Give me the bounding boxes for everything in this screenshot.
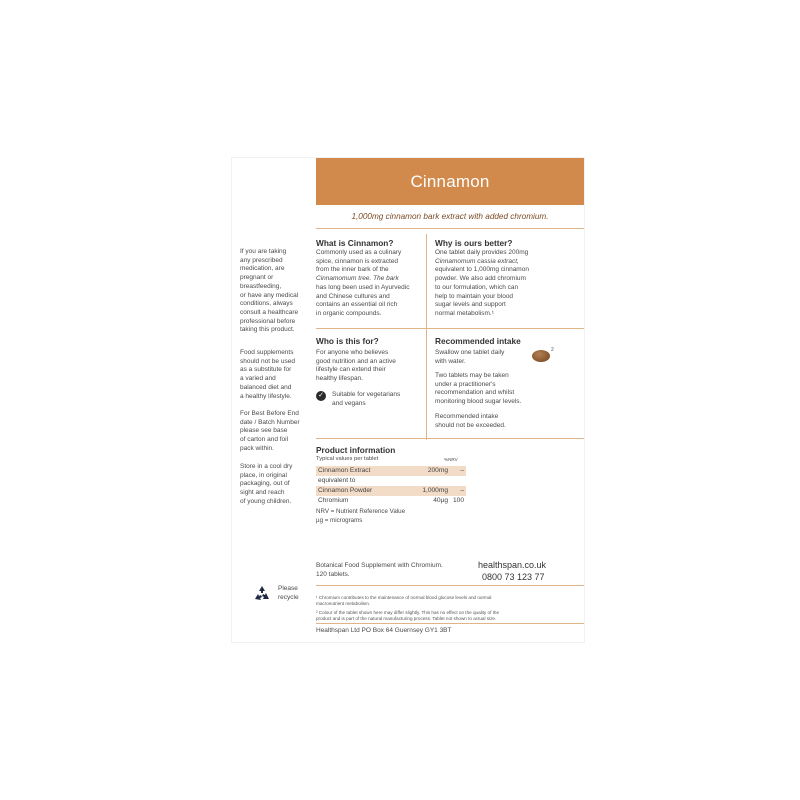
text-line: professional before bbox=[240, 317, 296, 325]
text-line: recommendation and whilst bbox=[435, 389, 515, 397]
text-line: Cinnamomum tree. The bark bbox=[316, 275, 399, 283]
text-line: under a practitioner's bbox=[435, 380, 496, 388]
footnote-1 bbox=[316, 595, 584, 607]
text-line: taking this product. bbox=[240, 326, 295, 334]
divider bbox=[316, 438, 584, 439]
product-info-title: Product information bbox=[316, 445, 396, 455]
product-info-subtitle: Typical values per tablet bbox=[316, 456, 379, 462]
table-row bbox=[316, 496, 466, 506]
row-nrv: – bbox=[460, 467, 464, 474]
footnote-marker: 2 bbox=[551, 347, 554, 353]
supplement-pack bbox=[232, 158, 584, 642]
row-amount: 200mg bbox=[427, 467, 448, 474]
divider bbox=[316, 623, 584, 624]
who-title: Who is this for? bbox=[316, 336, 379, 346]
text-line: and vegans bbox=[332, 399, 366, 407]
text-line: Swallow one tablet daily bbox=[435, 349, 505, 356]
text-line: breastfeeding, bbox=[240, 282, 282, 290]
what-text bbox=[316, 249, 422, 319]
text-line: Two tablets may be taken bbox=[435, 372, 509, 379]
text-line: please see base bbox=[240, 427, 288, 435]
row-amount: 1,000mg bbox=[422, 487, 448, 494]
text-line: sugar levels and support bbox=[435, 301, 506, 309]
divider bbox=[316, 228, 584, 229]
row-name: Cinnamon Powder bbox=[318, 487, 373, 494]
text-line: has long been used in Ayurvedic bbox=[316, 283, 410, 291]
text-line: with water. bbox=[435, 357, 466, 365]
text-line: should not be used bbox=[240, 357, 295, 365]
text-line: Recommended intake bbox=[435, 413, 499, 420]
text-line: µg = micrograms bbox=[316, 516, 363, 524]
vegan-text bbox=[332, 391, 422, 408]
recycle-icon bbox=[252, 584, 272, 604]
recycle-text bbox=[278, 585, 299, 602]
text-line: powder. We also add chromium bbox=[435, 275, 526, 283]
text-line: balanced diet and bbox=[240, 383, 292, 391]
text-line: If you are taking bbox=[240, 248, 287, 255]
side-warning-text bbox=[240, 248, 312, 335]
text-line: One tablet daily provides 200mg bbox=[435, 249, 529, 256]
intake-text-3 bbox=[435, 413, 581, 430]
text-line: place, in original bbox=[240, 471, 287, 479]
phone-number: 0800 73 123 77 bbox=[482, 572, 545, 582]
text-line: packaging, out of bbox=[240, 480, 290, 488]
text-line: a healthy lifestyle. bbox=[240, 392, 292, 400]
text-line: ² Colour of the tablet shown here may differ slightly. This has no effect on the quality of the bbox=[316, 610, 500, 615]
why-text bbox=[435, 249, 581, 319]
row-name: Cinnamon Extract bbox=[318, 467, 371, 474]
text-line: contains an essential oil rich bbox=[316, 301, 398, 309]
text-line: Cinnamomum cassia extract, bbox=[435, 257, 519, 265]
text-line: Suitable for vegetarians bbox=[332, 391, 401, 398]
divider bbox=[426, 234, 427, 440]
text-line: For Best Before End bbox=[240, 410, 299, 417]
text-line: and Chinese cultures and bbox=[316, 292, 390, 300]
text-line: should not be exceeded. bbox=[435, 421, 506, 429]
table-row bbox=[316, 486, 466, 496]
text-line: pack within. bbox=[240, 444, 274, 452]
text-line: a varied and bbox=[240, 375, 276, 383]
row-nrv: – bbox=[460, 487, 464, 494]
text-line: equivalent to 1,000mg cinnamon bbox=[435, 266, 529, 274]
divider bbox=[316, 328, 584, 329]
row-nrv: 100 bbox=[452, 497, 464, 504]
text-line: of carton and foil bbox=[240, 436, 289, 444]
product-title: Cinnamon bbox=[410, 171, 490, 191]
text-line: consult a healthcare bbox=[240, 308, 299, 316]
tablet-image bbox=[532, 350, 550, 362]
nrv-notes bbox=[316, 508, 405, 525]
row-name: equivalent to bbox=[318, 477, 356, 484]
text-line: ¹ Chromium contributes to the maintenance of normal blood glucose levels and normal bbox=[316, 595, 492, 600]
website-link[interactable]: healthspan.co.uk bbox=[478, 560, 547, 570]
divider bbox=[316, 585, 584, 586]
table-row bbox=[316, 476, 466, 486]
check-icon: ✓ bbox=[316, 391, 326, 401]
text-line: normal metabolism.¹ bbox=[435, 309, 494, 317]
text-line: lifestyle can extend their bbox=[316, 366, 386, 374]
text-line: healthy lifespan. bbox=[316, 375, 363, 383]
text-line: conditions, always bbox=[240, 300, 293, 308]
intake-title: Recommended intake bbox=[435, 336, 521, 346]
what-title: What is Cinnamon? bbox=[316, 238, 394, 248]
header-band bbox=[316, 158, 584, 205]
text-line: to our formulation, which can bbox=[435, 283, 519, 291]
row-name: Chromium bbox=[318, 497, 349, 504]
text-line: good nutrition and an active bbox=[316, 357, 396, 365]
text-line: sight and reach bbox=[240, 489, 285, 497]
text-line: 120 tablets. bbox=[316, 570, 350, 578]
text-line: Please bbox=[278, 585, 298, 592]
text-line: from the inner bark of the bbox=[316, 266, 389, 274]
row-amount: 40µg bbox=[433, 497, 448, 504]
text-line: macronutrient metabolism. bbox=[316, 601, 371, 606]
text-line: Store in a cool dry bbox=[240, 463, 293, 470]
who-text bbox=[316, 349, 422, 384]
why-title: Why is ours better? bbox=[435, 238, 513, 248]
text-line: or have any medical bbox=[240, 291, 299, 299]
intake-text-1 bbox=[435, 349, 535, 366]
text-line: pregnant or bbox=[240, 274, 274, 282]
text-line: product and is part of the natural manufacturing process. Tablet not shown to actual size. bbox=[316, 616, 497, 621]
address: Healthspan Ltd PO Box 64 Guernsey GY1 3BT bbox=[316, 627, 452, 634]
text-line: recycle bbox=[278, 593, 299, 601]
side-best-before-text bbox=[240, 410, 312, 454]
side-food-text bbox=[240, 349, 312, 401]
footnote-2 bbox=[316, 610, 584, 622]
intake-text-2 bbox=[435, 372, 581, 407]
text-line: any prescribed bbox=[240, 256, 283, 264]
text-line: as a substitute for bbox=[240, 366, 292, 374]
nutrition-table bbox=[316, 466, 466, 506]
nrv-header: %NRV bbox=[444, 457, 458, 462]
supplement-description bbox=[316, 562, 476, 579]
text-line: For anyone who believes bbox=[316, 349, 389, 356]
text-line: help to maintain your blood bbox=[435, 292, 514, 300]
text-line: medication, are bbox=[240, 265, 285, 273]
text-line: of young children. bbox=[240, 497, 292, 505]
text-line: date / Batch Number bbox=[240, 418, 300, 426]
text-line: Botanical Food Supplement with Chromium. bbox=[316, 562, 443, 569]
text-line: monitoring blood sugar levels. bbox=[435, 398, 522, 406]
text-line: Food supplements bbox=[240, 349, 294, 356]
text-line: Commonly used as a culinary bbox=[316, 249, 402, 256]
tagline: 1,000mg cinnamon bark extract with added chromium. bbox=[351, 212, 549, 221]
table-row bbox=[316, 466, 466, 476]
text-line: spice, cinnamon is extracted bbox=[316, 257, 399, 265]
side-store-text bbox=[240, 463, 312, 507]
text-line: in organic compounds. bbox=[316, 309, 382, 317]
text-line: NRV = Nutrient Reference Value bbox=[316, 508, 406, 515]
